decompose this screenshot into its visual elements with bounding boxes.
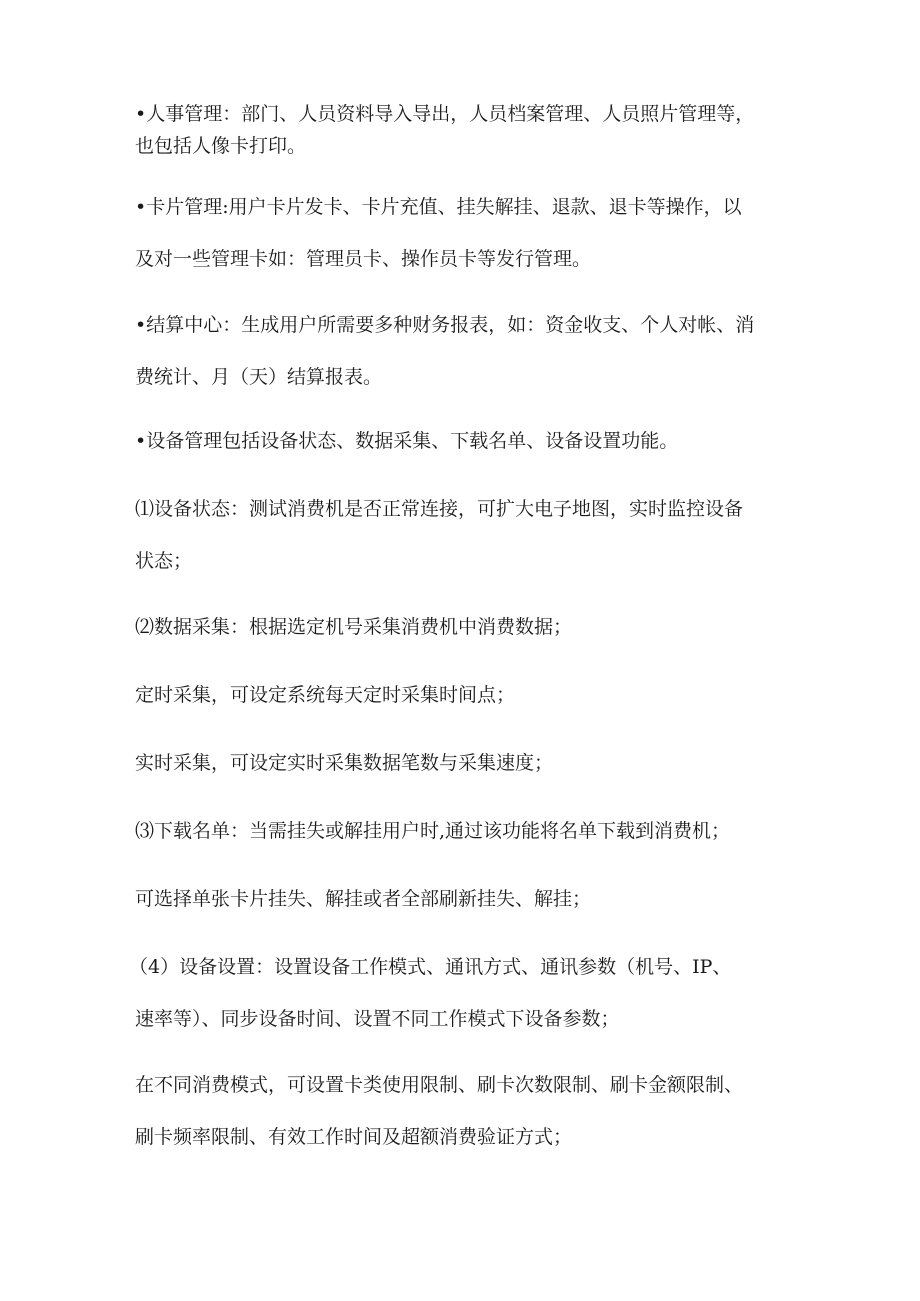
text-line: •人事管理：部门、人员资料导入导出，人员档案管理、人员照片管理等，: [135, 103, 755, 125]
paragraph-consumption-modes: [135, 1073, 795, 1149]
paragraph-device-settings: [129, 955, 789, 1031]
text-line: •卡片管理:用户卡片发卡、卡片充值、挂失解挂、退款、退卡等操作，以: [135, 196, 742, 218]
text-line: ⑴设备状态：测试消费机是否正常连接，可扩大电子地图，实时监控设备: [135, 498, 744, 520]
text-line: 也包括人像卡打印。: [135, 135, 307, 157]
paragraph-download-list: [135, 819, 795, 843]
paragraph-data-collection: [135, 615, 795, 639]
text-line: 在不同消费模式，可设置卡类使用限制、刷卡次数限制、刷卡金额限制、: [135, 1074, 744, 1096]
text-line: 费统计、月（天）结算报表。: [135, 366, 383, 388]
paragraph-device-management: [135, 429, 795, 453]
text-line: 速率等）、同步设备时间、设置不同工作模式下设备参数；: [135, 1008, 620, 1030]
text-line: 实时采集，可设定实时采集数据笔数与采集速度；: [135, 752, 554, 774]
paragraph-personnel-management: [135, 102, 795, 158]
text-line: 及对一些管理卡如：管理员卡、操作员卡等发行管理。: [135, 248, 592, 270]
text-line: •结算中心：生成用户所需要多种财务报表，如：资金收支、个人对帐、消: [135, 314, 755, 336]
text-line: 刷卡频率限制、有效工作时间及超额消费验证方式；: [135, 1126, 573, 1148]
paragraph-card-loss-options: [135, 887, 795, 911]
paragraph-realtime-collection: [135, 751, 795, 775]
paragraph-scheduled-collection: [135, 683, 795, 707]
text-line: （4）设备设置：设置设备工作模式、通讯方式、通讯参数（机号、IP、: [129, 956, 732, 978]
text-line: •设备管理包括设备状态、数据采集、下载名单、设备设置功能。: [135, 430, 679, 452]
text-line: ⑵数据采集：根据选定机号采集消费机中消费数据；: [135, 616, 573, 638]
text-line: 可选择单张卡片挂失、解挂或者全部刷新挂失、解挂；: [135, 888, 592, 910]
text-line: 状态；: [135, 550, 193, 572]
text-line: ⑶下载名单：当需挂失或解挂用户时,通过该功能将名单下载到消费机；: [135, 820, 731, 842]
paragraph-card-management: [135, 195, 795, 271]
paragraph-device-status: [135, 497, 795, 573]
paragraph-settlement-center: [135, 313, 795, 389]
text-line: 定时采集，可设定系统每天定时采集时间点；: [135, 684, 516, 706]
